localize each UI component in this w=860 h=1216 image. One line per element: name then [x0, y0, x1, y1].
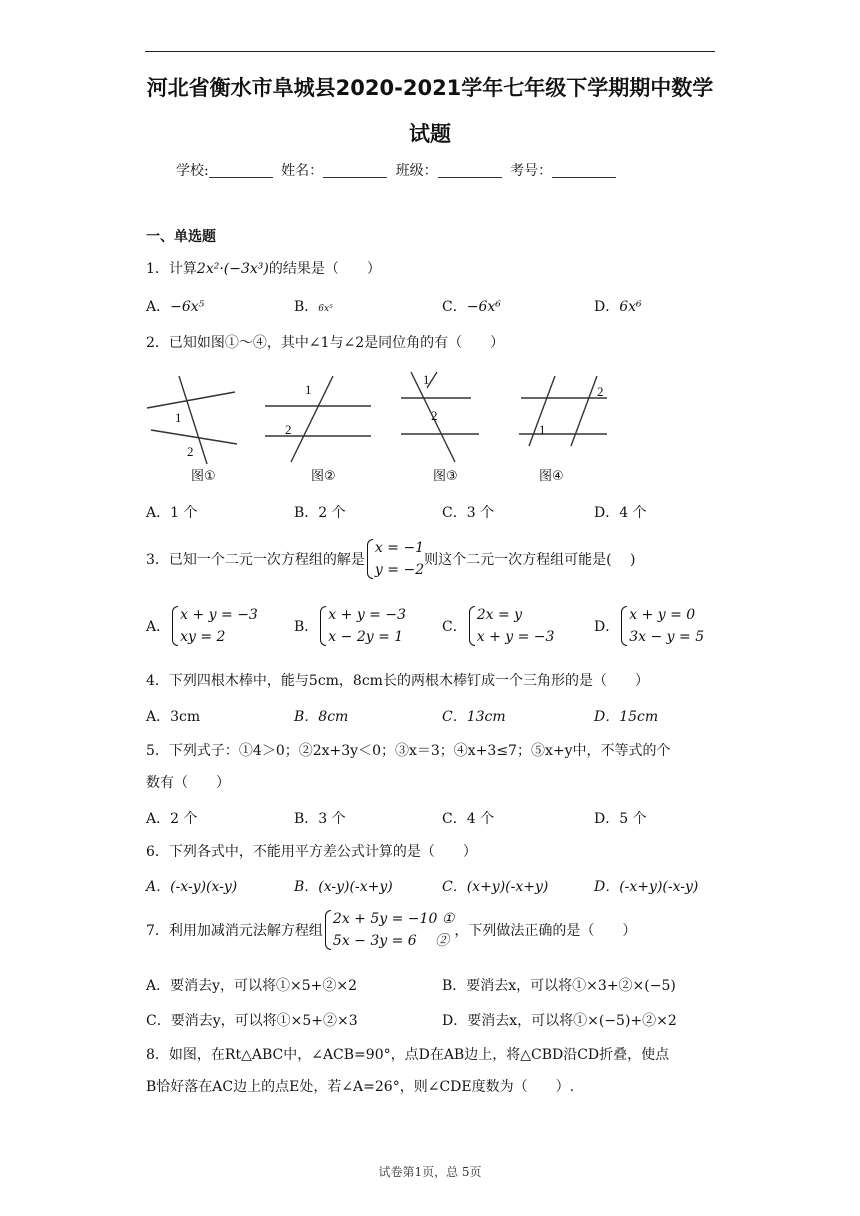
q5-option-c[interactable]: C．4 个: [442, 811, 495, 827]
q2-option-d[interactable]: D．4 个: [594, 505, 647, 521]
svg-text:1: 1: [305, 382, 312, 397]
q2-option-b[interactable]: B．2 个: [294, 505, 346, 521]
q4-option-a[interactable]: A．3cm: [146, 709, 201, 725]
q5-option-d[interactable]: D．5 个: [594, 811, 647, 827]
q6-option-c[interactable]: C．(x+y)(-x+y): [442, 879, 549, 895]
fig1-line-b: [151, 430, 237, 444]
q3-option-c[interactable]: C． 2x = y x + y = −3: [442, 604, 554, 648]
svg-text:1: 1: [423, 372, 430, 387]
q3-option-a[interactable]: A． x + y = −3 xy = 2: [146, 604, 258, 648]
figures-angles: [145, 368, 715, 488]
class-blank[interactable]: [438, 163, 502, 178]
q2-option-a[interactable]: A．1 个: [146, 505, 198, 521]
q6-option-d[interactable]: D．(-x+y)(-x-y): [594, 879, 699, 895]
q5-option-b[interactable]: B．3 个: [294, 811, 346, 827]
q6-option-b[interactable]: B．(x-y)(-x+y): [294, 879, 393, 895]
q1-option-b[interactable]: B．6x⁵: [294, 299, 333, 315]
svg-text:2: 2: [431, 408, 438, 423]
fig4-transversal-b: [571, 376, 597, 446]
fig1-label: 图①: [191, 469, 216, 484]
question-1: 1．计算2x²·(−3x³)的结果是（ ）: [146, 261, 381, 277]
page-footer: 试卷第1页，总 5页: [378, 1165, 482, 1179]
q2-option-c[interactable]: C．3 个: [442, 505, 495, 521]
section-heading: 一、单选题: [146, 229, 216, 245]
q5-option-a[interactable]: A．2 个: [146, 811, 198, 827]
q3-option-b[interactable]: B． x + y = −3 x − 2y = 1: [294, 604, 406, 648]
q4-option-b[interactable]: B．8cm: [294, 709, 349, 725]
svg-text:2: 2: [187, 444, 194, 459]
question-7: 7．利用加减消元法解方程组 2x + 5y = −10 ① 5x − 3y = 6 ② ，下列做法正确的是（ ）: [146, 908, 636, 952]
student-info-fields: 学校: 姓名： 班级： 考号：: [176, 160, 620, 180]
question-5: 5．下列式子：①4＞0；②2x+3y＜0；③x＝3；④x+3≤7；⑤x+y中，不等式的个: [146, 743, 671, 759]
svg-text:1: 1: [539, 422, 546, 437]
q1-option-c[interactable]: C．−6x⁶: [442, 299, 501, 315]
q1-option-a[interactable]: A．−6x⁵: [146, 299, 205, 315]
question-8: 8．如图，在Rt△ABC中，∠ACB=90°，点D在AB边上，将△CBD沿CD折叠，使点: [146, 1047, 670, 1063]
question-3: 3．已知一个二元一次方程组的解是 x = −1 y = −2 则这个二元一次方程组可能是( ): [146, 537, 635, 581]
svg-text:2: 2: [285, 422, 292, 437]
q4-option-c[interactable]: C．13cm: [442, 709, 506, 725]
fig3-label: 图③: [433, 469, 458, 484]
top-rule: [145, 51, 715, 52]
question-5-line2: 数有（ ）: [146, 775, 230, 791]
question-4: 4．下列四根木棒中，能与5cm，8cm长的两根木棒钉成一个三角形的是（ ）: [146, 673, 649, 689]
fig2-label: 图②: [311, 469, 336, 484]
page-title-line2: 试题: [409, 122, 451, 146]
q7-option-b[interactable]: B．要消去x，可以将①×3+②×(−5): [442, 978, 676, 994]
fig2-transversal: [291, 376, 333, 462]
id-blank[interactable]: [552, 163, 616, 178]
school-blank[interactable]: [209, 163, 273, 178]
fig1-line-a: [147, 392, 235, 408]
q7-option-d[interactable]: D．要消去x，可以将①×(−5)+②×2: [442, 1013, 677, 1029]
q6-option-a[interactable]: A．(-x-y)(x-y): [146, 879, 238, 895]
svg-text:1: 1: [175, 410, 182, 425]
question-8-line2: B恰好落在AC边上的点E处，若∠A=26°，则∠CDE度数为（ ）.: [146, 1079, 575, 1095]
q3-option-d[interactable]: D． x + y = 0 3x − y = 5: [594, 604, 704, 648]
q7-option-c[interactable]: C．要消去y，可以将①×5+②×3: [146, 1013, 358, 1029]
page-title: 河北省衡水市阜城县2020-2021学年七年级下学期期中数学: [146, 76, 714, 100]
question-2: 2．已知如图①～④，其中∠1与∠2是同位角的有（ ）: [146, 335, 505, 351]
svg-text:2: 2: [597, 384, 604, 399]
q1-option-d[interactable]: D．6x⁶: [594, 299, 642, 315]
q4-option-d[interactable]: D．15cm: [594, 709, 659, 725]
name-blank[interactable]: [323, 163, 387, 178]
fig4-label: 图④: [539, 469, 564, 484]
q7-option-a[interactable]: A．要消去y，可以将①×5+②×2: [146, 978, 358, 994]
question-6: 6．下列各式中，不能用平方差公式计算的是（ ）: [146, 844, 477, 860]
